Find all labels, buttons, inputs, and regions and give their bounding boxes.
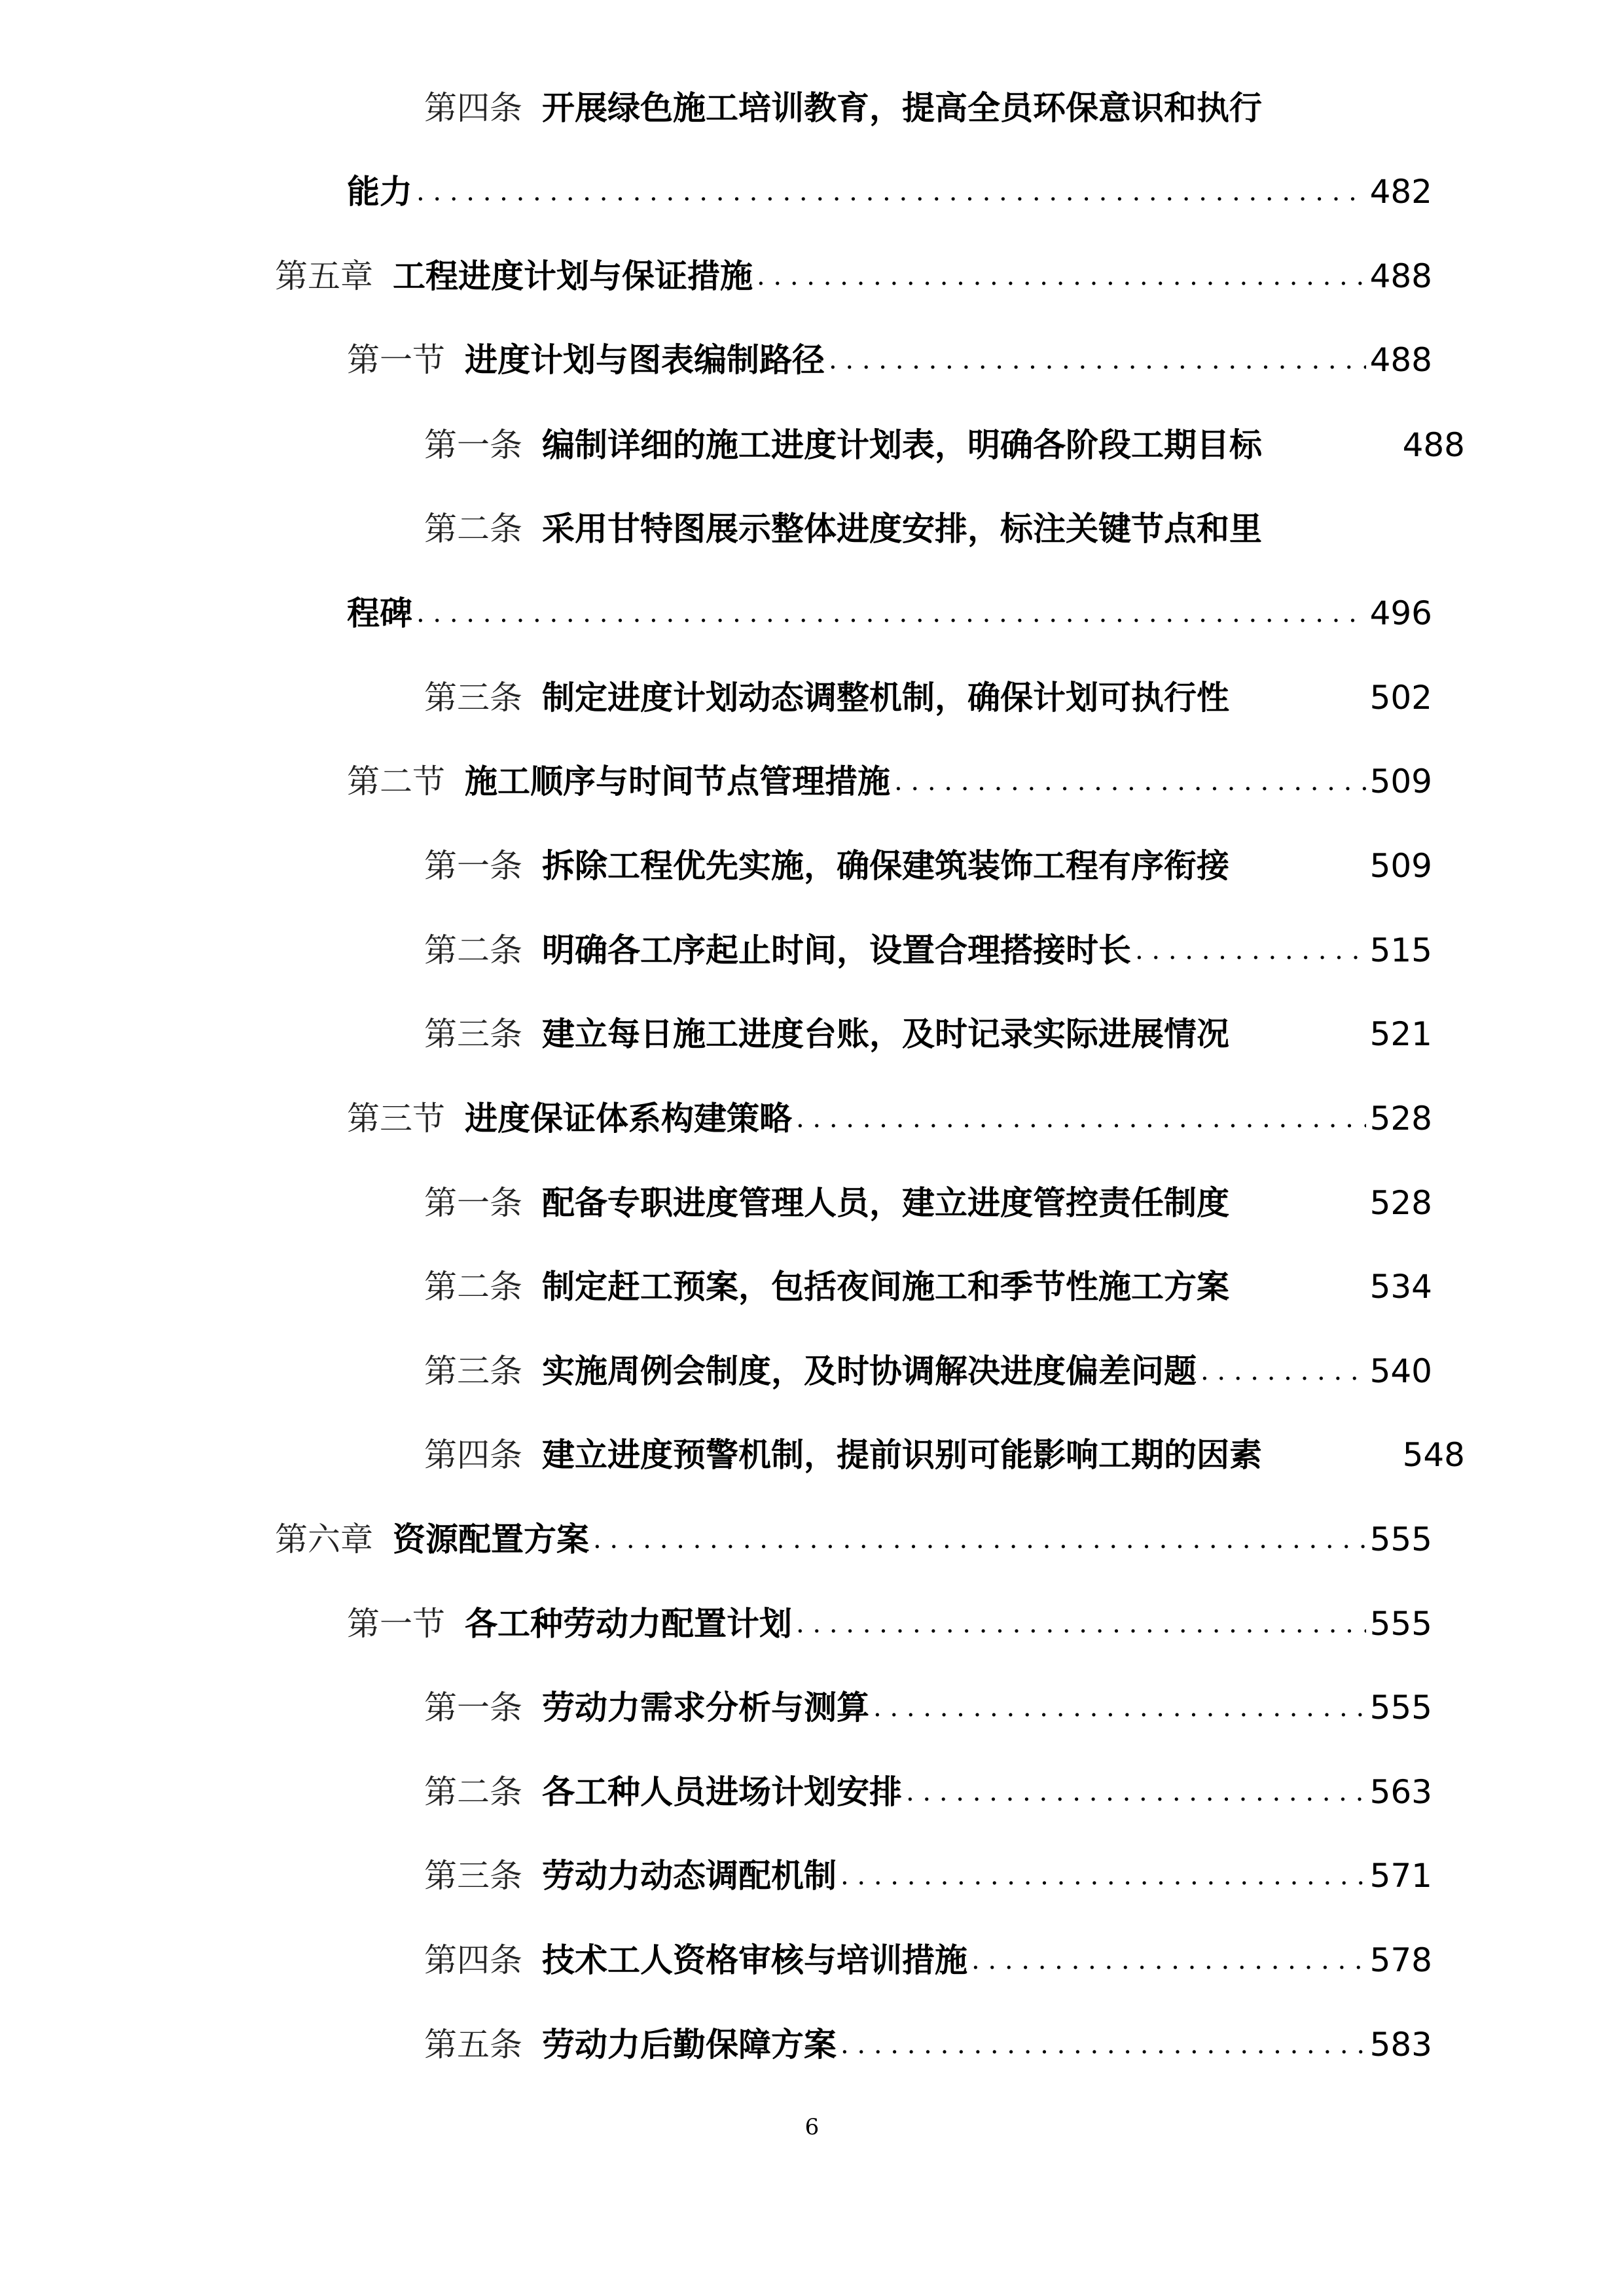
entry-number: 第三条 (424, 1857, 522, 1895)
entry-number: 第二条 (424, 931, 522, 969)
entry-page-number: 534 (1369, 1268, 1432, 1306)
entry-page-number: 555 (1369, 1520, 1432, 1558)
toc-entry-section[interactable] (347, 1591, 1432, 1657)
toc-entry[interactable] (424, 1170, 1432, 1236)
entry-title: 工程进度计划与保证措施 (393, 257, 753, 295)
entry-number: 第四条 (424, 1941, 522, 1979)
entry-page-number: 563 (1369, 1773, 1432, 1811)
entry-title: 配备专职进度管理人员，建立进度管控责任制度 (542, 1183, 1229, 1222)
entry-title: 程碑 (347, 594, 412, 632)
dot-leader (1135, 918, 1366, 983)
entry-page-number: 528 (1369, 1100, 1432, 1138)
entry-number: 第二条 (424, 1773, 522, 1811)
dot-leader (906, 1759, 1366, 1825)
entry-page-number: 555 (1369, 1605, 1432, 1643)
toc-entry[interactable] (424, 75, 1432, 141)
entry-number: 第三节 (347, 1100, 445, 1138)
entry-page-number: 521 (1369, 1015, 1432, 1053)
dot-leader (593, 1507, 1366, 1572)
entry-number: 第二条 (424, 1268, 522, 1306)
entry-title: 编制详细的施工进度计划表，明确各阶段工期目标 (542, 425, 1262, 464)
entry-page-number: 540 (1369, 1352, 1432, 1390)
entry-page-number: 488 (1402, 426, 1465, 464)
entry-title: 劳动力后勤保障方案 (542, 2025, 837, 2064)
toc-entry-section[interactable] (347, 1086, 1432, 1151)
dot-leader (416, 159, 1366, 224)
entry-page-number: 496 (1369, 594, 1432, 632)
entry-page-number: 571 (1369, 1857, 1432, 1895)
entry-title: 能力 (347, 172, 412, 211)
dot-leader (416, 581, 1366, 646)
entry-number: 第六章 (275, 1520, 373, 1558)
entry-title: 制定赶工预案，包括夜间施工和季节性施工方案 (542, 1267, 1229, 1306)
dot-leader (894, 749, 1366, 814)
entry-title: 资源配置方案 (393, 1520, 589, 1558)
entry-title: 各工种劳动力配置计划 (465, 1604, 792, 1643)
entry-title: 采用甘特图展示整体进度安排，标注关键节点和里 (542, 509, 1262, 548)
dot-leader (1200, 1338, 1366, 1404)
entry-number: 第四条 (424, 89, 522, 127)
entry-number: 第二节 (347, 762, 445, 800)
entry-number: 第一节 (347, 341, 445, 379)
entry-page-number: 509 (1369, 762, 1432, 800)
toc-entry[interactable] (424, 1843, 1432, 1909)
toc-entry-section[interactable] (347, 327, 1432, 393)
toc-entry[interactable] (424, 1338, 1432, 1404)
toc-entry[interactable] (424, 1928, 1432, 1993)
dot-leader (840, 2012, 1366, 2077)
toc-entry[interactable] (424, 1675, 1432, 1740)
entry-number: 第一节 (347, 1605, 445, 1643)
entry-number: 第三条 (424, 679, 522, 717)
entry-title: 劳动力动态调配机制 (542, 1856, 837, 1895)
toc-entry[interactable] (424, 2012, 1432, 2077)
entry-number: 第五条 (424, 2026, 522, 2064)
entry-title: 建立每日施工进度台账，及时记录实际进展情况 (542, 1014, 1229, 1053)
entry-title: 明确各工序起止时间，设置合理搭接时长 (542, 931, 1131, 969)
entry-title: 建立进度预警机制，提前识别可能影响工期的因素 (542, 1435, 1262, 1474)
entry-page-number: 482 (1369, 173, 1432, 211)
entry-number: 第三条 (424, 1352, 522, 1390)
toc-entry[interactable] (424, 412, 1465, 478)
toc-entry[interactable] (424, 833, 1432, 899)
toc-entry[interactable] (424, 665, 1432, 730)
entry-page-number: 528 (1369, 1184, 1432, 1222)
dot-leader (971, 1928, 1366, 1993)
dot-leader (796, 1591, 1366, 1657)
entry-title: 拆除工程优先实施，确保建筑装饰工程有序衔接 (542, 846, 1229, 885)
entry-page-number: 578 (1369, 1941, 1432, 1979)
entry-number: 第三条 (424, 1015, 522, 1053)
entry-page-number: 548 (1402, 1436, 1465, 1474)
entry-number: 第二条 (424, 510, 522, 548)
entry-number: 第五章 (275, 257, 373, 295)
entry-title: 劳动力需求分析与测算 (542, 1688, 869, 1727)
entry-page-number: 509 (1369, 847, 1432, 885)
entry-number: 第四条 (424, 1436, 522, 1474)
entry-page-number: 583 (1369, 2026, 1432, 2064)
entry-title: 施工顺序与时间节点管理措施 (465, 762, 890, 800)
toc-entry-continuation[interactable] (347, 581, 1432, 646)
toc-entry-section[interactable] (347, 749, 1432, 814)
entry-title: 开展绿色施工培训教育，提高全员环保意识和执行 (542, 88, 1262, 127)
entry-page-number: 488 (1369, 341, 1432, 379)
entry-title: 实施周例会制度，及时协调解决进度偏差问题 (542, 1352, 1197, 1390)
toc-entry-continuation[interactable] (347, 159, 1432, 224)
toc-entry-chapter[interactable] (275, 243, 1432, 309)
entry-title: 进度计划与图表编制路径 (465, 340, 825, 379)
entry-page-number: 515 (1369, 931, 1432, 969)
toc-entry[interactable] (424, 496, 1432, 562)
entry-title: 各工种人员进场计划安排 (542, 1772, 902, 1811)
toc-entry-chapter[interactable] (275, 1507, 1432, 1572)
entry-number: 第一条 (424, 1184, 522, 1222)
dot-leader (796, 1086, 1366, 1151)
dot-leader (757, 243, 1366, 309)
entry-page-number: 488 (1369, 257, 1432, 295)
toc-entry[interactable] (424, 918, 1432, 983)
entry-number: 第一条 (424, 426, 522, 464)
toc-entry[interactable] (424, 1254, 1432, 1319)
entry-page-number: 555 (1369, 1689, 1432, 1727)
toc-entry[interactable] (424, 1001, 1432, 1067)
dot-leader (873, 1675, 1366, 1740)
entry-title: 制定进度计划动态调整机制，确保计划可执行性 (542, 678, 1229, 717)
entry-title: 技术工人资格审核与培训措施 (542, 1941, 967, 1979)
toc-entry[interactable] (424, 1422, 1465, 1488)
toc-entry[interactable] (424, 1759, 1432, 1825)
dot-leader (840, 1843, 1366, 1909)
entry-title: 进度保证体系构建策略 (465, 1099, 792, 1138)
entry-number: 第一条 (424, 1689, 522, 1727)
page-footer-number: 6 (804, 2114, 820, 2140)
dot-leader (829, 327, 1366, 393)
entry-number: 第一条 (424, 847, 522, 885)
entry-page-number: 502 (1369, 679, 1432, 717)
